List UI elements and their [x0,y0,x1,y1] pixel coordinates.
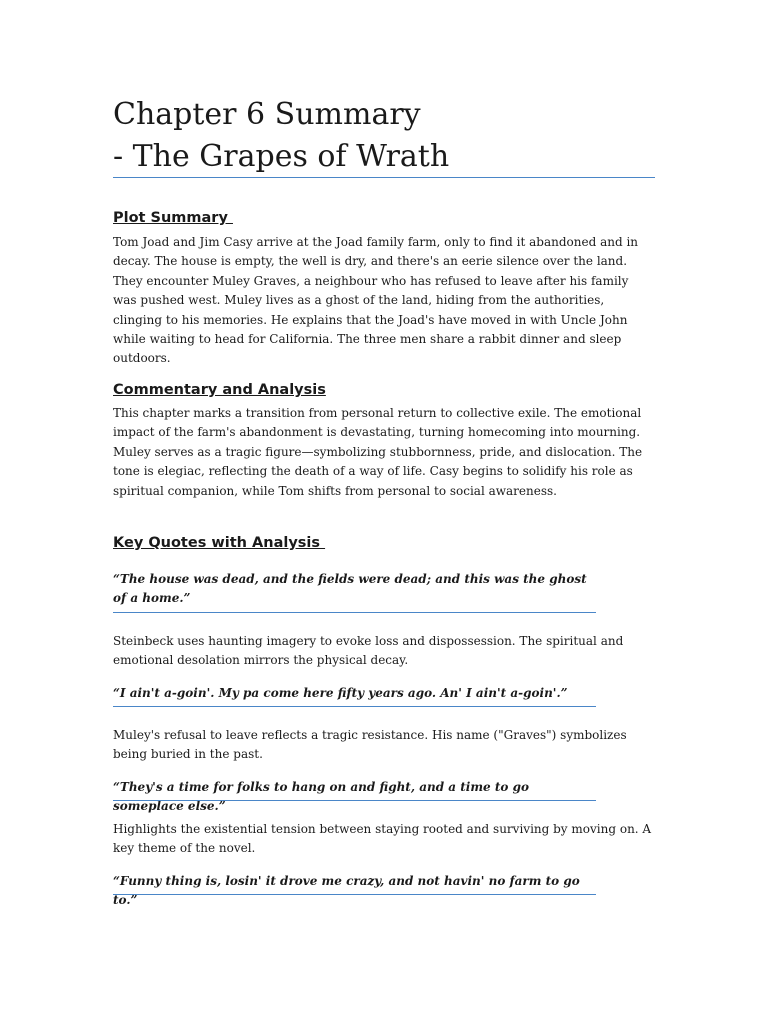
quote-1: “The house was dead, and the fields were dead; and this was the ghost of a home.” [113,572,587,606]
commentary-heading: Commentary and Analysis [113,382,326,398]
quote-2-analysis: Muley's refusal to leave reflects a tragic resistance. His name ("Graves") symbolizes being buried in the past. [113,728,627,762]
commentary-text: This chapter marks a transition from personal return to collective exile. The emotional impact of the farm's abandonment is devastating, turning homecoming into mourning. Muley serves as a tragic figure—symbolizing stubbornness, pride, and dislocation. The tone is elegiac, reflecting the death of a way of life. Casy begins to solidify his role as spiritual companion, while Tom shifts from personal to social awareness. [113,406,643,498]
quote-4: “Funny thing is, losin' it drove me crazy, and not havin' no farm to go to.” [113,874,580,908]
quote-2-divider [113,706,596,707]
quote-1-analysis: Steinbeck uses haunting imagery to evoke loss and dispossession. The spiritual and emotional desolation mirrors the physical decay. [113,634,624,668]
quote-3: “They's a time for folks to hang on and fight, and a time to go someplace else.” [113,780,529,814]
quote-2: “I ain't a-goin'. My pa come here fifty years ago. An' I ain't a-goin'.” [113,686,568,700]
quote-3-divider [113,800,596,801]
document-title [113,94,655,178]
quote-3-analysis: Highlights the existential tension between staying rooted and surviving by moving on. A key theme of the novel. [113,822,652,856]
plot-summary-heading: Plot Summary [113,210,233,226]
quote-4-divider [113,894,596,895]
key-quotes-heading: Key Quotes with Analysis [113,535,326,551]
plot-summary-text: Tom Joad and Jim Casy arrive at the Joad family farm, only to find it abandoned and in decay. The house is empty, the well is dry, and there's an eerie silence over the land. They encounter Muley Graves, a neighbour who has refused to leave after his family was pushed west. Muley lives as a ghost of the land, hiding from the authorities, clinging to his memories. He explains that the Joad's have moved in with Uncle John while waiting to head for California. The three men share a rabbit dinner and sleep outdoors. [113,235,639,366]
title-divider [113,177,655,178]
document-title-line-1: Chapter 6 Summary [113,97,421,132]
document-title-line-2: - The Grapes of Wrath [113,139,450,174]
quote-1-divider [113,612,596,613]
